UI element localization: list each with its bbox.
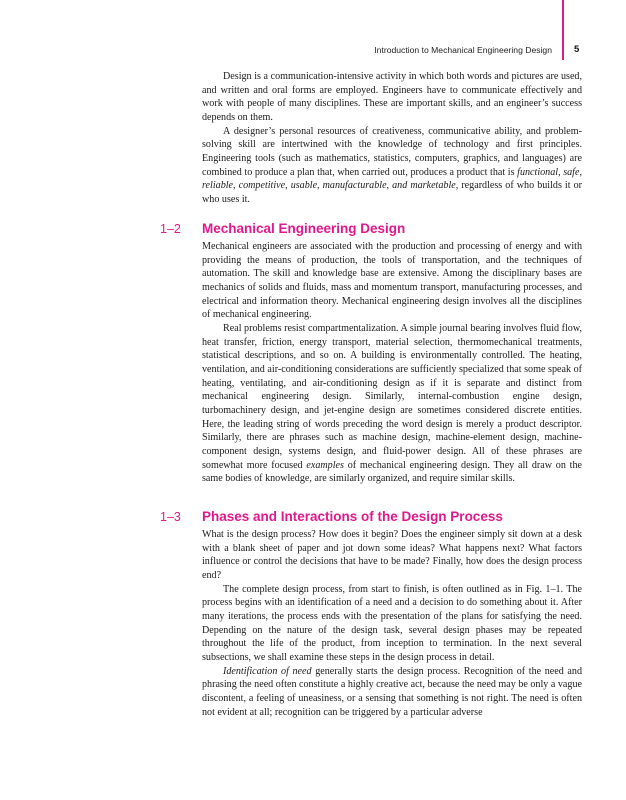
section-number: 1–3 <box>160 510 181 524</box>
paragraph: The complete design process, from start to finish, is often outlined as in Fig. 1–1. The process begins with an identification of a need and a decision to do something about it. After many iterations, the process ends with the presentation of the plans for satisfying the need. Depending on the nature of the design task, several design phases may be repeated throughout the life of the product, from inception to termination. In the next several subsections, we shall examine these steps in the design process in detail. <box>202 583 582 663</box>
text-run: generally starts the design process. Recognition of the need and phrasing the need often constitute a highly creative act, because the need may be only a vague discontent, a feeling of uneasiness, or a sensing that something is not right. The need is often not evident at all; recognition can be triggered by a particular adverse <box>202 665 583 718</box>
section-number: 1–2 <box>160 222 181 236</box>
intro-paragraph-2 <box>202 125 582 207</box>
text-run: A designer’s personal resources of creativeness, communicative ability, and problem-solving skill are intertwined with the knowledge of technology and first principles. Engineering tools (such as mathematics, statistics, computers, graphics, and languages) are combined to produce a plan that, when carried out, produces a product that is <box>202 125 582 178</box>
section-1-2-text <box>202 240 582 486</box>
section-heading: Mechanical Engineering Design <box>202 221 406 236</box>
running-head: Introduction to Mechanical Engineering Design <box>374 45 552 55</box>
emphasis-text: functional, safe, reliable, competitive, usable, manufacturable, and marketable, <box>202 166 582 192</box>
page-number: 5 <box>574 44 580 55</box>
text-run: of mechanical engineering design. They all draw on the same bodies of knowledge, are similarly organized, and require similar skills. <box>202 459 582 485</box>
intro-paragraph-1: Design is a communication-intensive activity in which both words and pictures are used, and written and oral forms are employed. Engineers have to communicate effectively and work with people of many disciplines. These are important skills, and an engineer’s success depends on them. <box>202 71 582 123</box>
text-run: regardless of who builds it or who uses it. <box>202 180 582 205</box>
section-heading: Phases and Interactions of the Design Process <box>202 509 503 524</box>
emphasis-text: examples <box>306 459 344 471</box>
text-run: Real problems resist compartmentalization. A simple journal bearing involves fluid flow, heat transfer, friction, energy transport, material selection, thermomechanical treatments, statistical descriptions, and so on. A building is environmentally controlled. The heating, ventilation, and air-conditioning considerations are sufficiently specialized that some speak of heating, ventilating, and air-conditioning design as if it is separate and distinct from mechanical engineering design. Similarly, internal-combustion engine design, turbomachinery design, and jet-engine design are sometimes considered discrete entities. Here, the leading string of words preceding the word design is merely a product descriptor. Similarly, there are phrases such as machine design, machine-element design, machine-component design, systems design, and fluid-power design. All of these phrases are somewhat more focused <box>202 322 582 471</box>
paragraph: What is the design process? How does it begin? Does the engineer simply sit down at a desk with a blank sheet of paper and jot down some ideas? What happens next? What factors influence or control the decisions that have to be made? Finally, how does the design process end? <box>202 529 582 581</box>
emphasis-text: Identification of need <box>223 665 312 677</box>
paragraph <box>202 665 582 720</box>
intro-text <box>202 70 582 207</box>
paragraph: Mechanical engineers are associated with the production and processing of energy and with providing the means of production, the tools of transportation, and the techniques of automation. The skill and knowledge base are extensive. Among the disciplinary bases are mechanics of solids and fluids, mass and momentum transport, manufacturing processes, and electrical and information theory. Mechanical engineering design involves all the disciplines of mechanical engineering. <box>202 241 582 321</box>
paragraph <box>202 322 582 486</box>
margin-rule <box>562 0 564 60</box>
section-1-3-text <box>202 528 582 719</box>
